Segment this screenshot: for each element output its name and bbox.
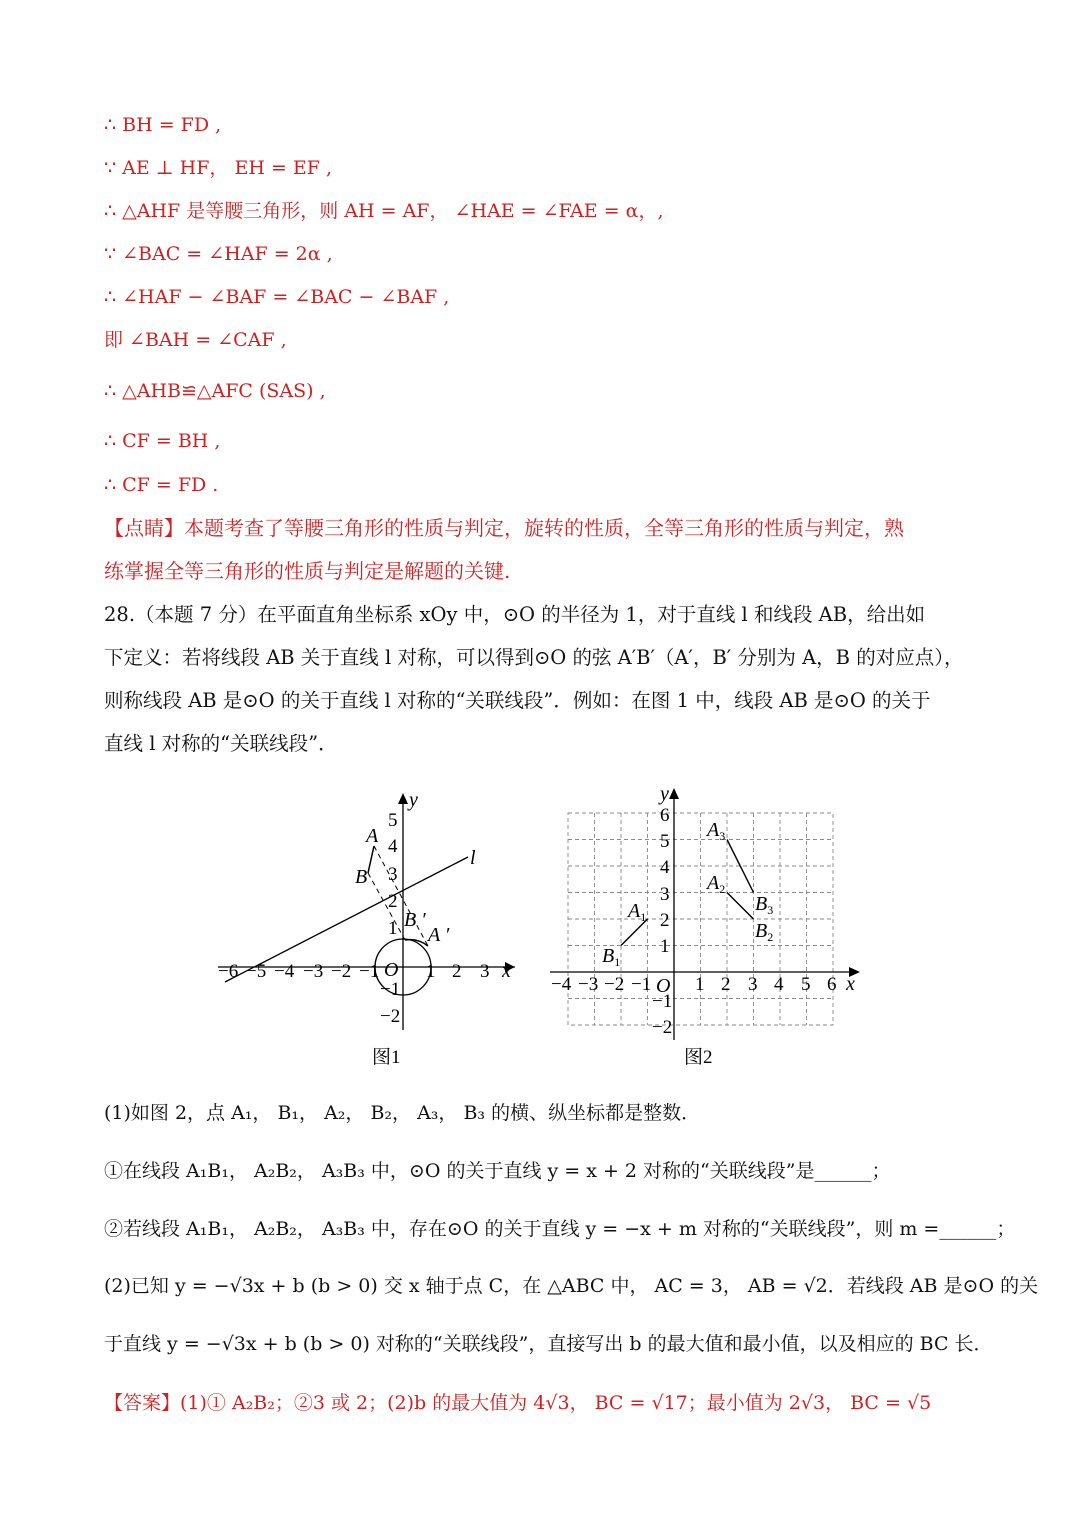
fig1-ytick: 5 — [388, 810, 398, 831]
fig2-xtick: −3 — [578, 974, 599, 995]
fig1-xtick: −4 — [274, 961, 295, 982]
proof-line-7: ∴ △AHB≌△AFC (SAS) , — [104, 380, 326, 402]
question-2-line-2: 于直线 y = −√3x + b (b > 0) 对称的“关联线段”，直接写出 b 的最大值和最小值，以及相应的 BC 长． — [104, 1333, 993, 1355]
fig2-ytick: −2 — [652, 1017, 673, 1038]
fig2-xtick: 2 — [721, 974, 731, 995]
fig2-caption: 图2 — [684, 1047, 713, 1068]
fig2-xtick: −1 — [631, 974, 652, 995]
fig1-xtick: −5 — [246, 961, 267, 982]
answer-line — [104, 1391, 931, 1415]
fig1-xtick: 2 — [452, 961, 462, 982]
fig2-point-B2: $B_2$ — [755, 920, 774, 944]
problem-line-1: 28.（本题 7 分）在平面直角坐标系 xOy 中，⊙O 的半径为 1，对于直线 l 和线段 AB，给出如 — [104, 603, 926, 626]
fig2-point-B1: $B_1$ — [602, 945, 621, 969]
comment-line-2: 练掌握全等三角形的性质与判定是解题的关键. — [104, 559, 511, 583]
problem-line-4: 直线 l 对称的“关联线段”． — [104, 732, 338, 755]
figure-1 — [215, 785, 525, 1075]
proof-line-4: ∵ ∠BAC = ∠HAF = 2α , — [104, 243, 333, 265]
proof-line-9: ∴ CF = FD . — [104, 474, 219, 496]
fig2-ytick: 6 — [660, 805, 670, 826]
fig2-origin: O — [656, 975, 671, 997]
fig2-point-A3: $A_3$ — [707, 819, 726, 843]
fig2-ytick: 3 — [660, 884, 670, 905]
question-1-intro: (1)如图 2，点 A₁， B₁， A₂， B₂， A₃， B₃ 的横、纵坐标都是整数． — [104, 1102, 701, 1124]
fig1-ytick: −2 — [380, 1006, 401, 1027]
fig1-ytick: 4 — [388, 836, 398, 857]
proof-line-3: ∴ △AHF 是等腰三角形，则 AH = AF， ∠HAE = ∠FAE = α，, — [104, 200, 664, 222]
question-1-part-a: ①在线段 A₁B₁， A₂B₂， A₃B₃ 中，⊙O 的关于直线 y = x + 2 对称的“关联线段”是______； — [104, 1160, 891, 1182]
fig1-ytick: −1 — [380, 979, 401, 1000]
fig1-axis-x: x — [502, 960, 511, 982]
fig1-point-B-prime: B ′ — [404, 909, 426, 931]
fig2-ytick: −1 — [652, 991, 673, 1012]
fig1-line-l: l — [470, 847, 476, 869]
fig2-xtick: 1 — [695, 974, 705, 995]
problem-line-2: 下定义：若将线段 AB 关于直线 l 对称，可以得到⊙O 的弦 A′B′（A′，B′ 分别为 A，B 的对应点）， — [104, 646, 964, 669]
fig2-ytick: 5 — [660, 831, 670, 852]
proof-line-8: ∴ CF = BH , — [104, 430, 221, 452]
fig1-caption: 图1 — [372, 1047, 401, 1068]
fig2-xtick: −4 — [551, 974, 572, 995]
fig2-xtick: 6 — [827, 974, 837, 995]
fig2-xtick: 4 — [774, 974, 784, 995]
proof-line-1: ∴ BH = FD , — [104, 114, 222, 136]
fig1-ytick: 2 — [388, 891, 398, 912]
fig1-xtick: −2 — [331, 961, 352, 982]
fig2-ytick: 1 — [660, 936, 670, 957]
fig1-point-A: A — [366, 825, 379, 847]
answer-label: 【答案】 — [104, 1392, 181, 1414]
answer-text: (1)① A₂B₂；②3 或 2；(2)b 的最大值为 4√3， BC = √17；最小值为 2√3， BC = √5 — [180, 1392, 932, 1414]
fig2-xtick: 5 — [801, 974, 811, 995]
fig2-ytick: 4 — [660, 857, 670, 878]
proof-line-6: 即 ∠BAH = ∠CAF , — [104, 329, 287, 351]
fig1-xtick: 1 — [426, 961, 436, 982]
fig2-ytick: 2 — [660, 910, 670, 931]
proof-line-2: ∵ AE ⊥ HF， EH = EF , — [104, 157, 333, 179]
fig2-point-A2: $A_2$ — [707, 872, 726, 896]
proof-line-5: ∴ ∠HAF − ∠BAF = ∠BAC − ∠BAF , — [104, 286, 450, 308]
figure-2 — [545, 780, 865, 1075]
fig1-xtick: 3 — [480, 961, 490, 982]
question-1-part-b: ②若线段 A₁B₁， A₂B₂， A₃B₃ 中，存在⊙O 的关于直线 y = −x + m 对称的“关联线段”，则 m =______； — [104, 1218, 1016, 1240]
fig1-axis-y: y — [409, 789, 418, 811]
fig1-point-B: B — [355, 866, 368, 888]
fig2-point-B3: $B_3$ — [755, 893, 774, 917]
fig2-xtick: −2 — [604, 974, 625, 995]
fig1-ytick: 3 — [388, 864, 398, 885]
fig1-origin: O — [384, 959, 399, 981]
fig2-axis-y: y — [660, 783, 669, 805]
fig2-axis-x: x — [846, 973, 855, 995]
fig2-point-A1: $A_1$ — [628, 900, 647, 924]
fig1-ytick: 1 — [388, 918, 398, 939]
fig1-xtick: −1 — [359, 961, 380, 982]
problem-line-3: 则称线段 AB 是⊙O 的关于直线 l 对称的“关联线段”．例如：在图 1 中，线段 AB 是⊙O 的关于 — [104, 689, 931, 712]
fig1-xtick: −6 — [218, 961, 239, 982]
question-2-line-1: (2)已知 y = −√3x + b (b > 0) 交 x 轴于点 C，在 △ABC 中， AC = 3， AB = √2．若线段 AB 是⊙O 的关 — [104, 1275, 1039, 1297]
fig1-xtick: −3 — [303, 961, 324, 982]
fig1-point-A-prime: A ′ — [428, 924, 450, 946]
fig2-xtick: 3 — [748, 974, 758, 995]
comment-line-1: 【点睛】本题考查了等腰三角形的性质与判定，旋转的性质，全等三角形的性质与判定，熟 — [104, 516, 904, 540]
